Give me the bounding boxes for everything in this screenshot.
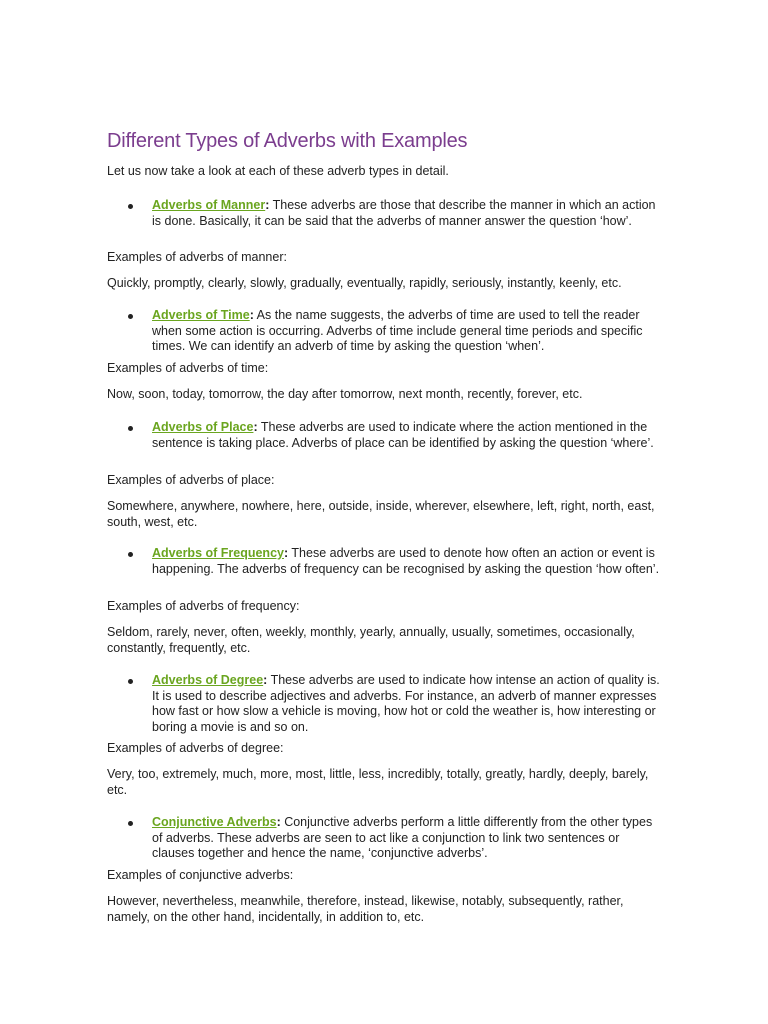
examples-text: Seldom, rarely, never, often, weekly, monthly, yearly, annually, usually, sometimes, occasionally, constantly, frequently, etc. xyxy=(107,625,635,655)
bullet-text xyxy=(152,815,662,862)
term-colon: : xyxy=(249,308,254,322)
examples-label: Examples of adverbs of time: xyxy=(107,361,269,375)
examples-text: Now, soon, today, tomorrow, the day after tomorrow, next month, recently, forever, etc. xyxy=(107,387,583,401)
term-link[interactable]: Adverbs of Frequency xyxy=(152,546,284,560)
page-title: Different Types of Adverbs with Examples xyxy=(107,130,468,152)
bullet-text xyxy=(152,308,662,355)
term-link[interactable]: Adverbs of Place xyxy=(152,420,254,434)
term-colon: : xyxy=(253,420,258,434)
bullet-text xyxy=(152,673,662,735)
bullet-icon xyxy=(128,204,133,209)
examples-label: Examples of adverbs of place: xyxy=(107,473,275,487)
term-link[interactable]: Adverbs of Degree xyxy=(152,673,264,687)
term-link[interactable]: Conjunctive Adverbs xyxy=(152,815,277,829)
term-description: These adverbs are used to indicate where the action mentioned in the sentence is taking place. Adverbs of place can be identified by asking the question ‘where’. xyxy=(152,420,654,450)
term-colon: : xyxy=(276,815,281,829)
bullet-icon xyxy=(128,426,133,431)
examples-text: Very, too, extremely, much, more, most, little, less, incredibly, totally, greatly, hardly, deeply, barely, etc. xyxy=(107,767,649,797)
bullet-icon xyxy=(128,679,133,684)
term-link[interactable]: Adverbs of Manner xyxy=(152,198,266,212)
term-description: These adverbs are used to indicate how intense an action of quality is. It is used to describe adjectives and adverbs. For instance, an adverb of manner expresses how fast or how slow a vehicle is moving, how hot or cold the weather is, how interesting or boring a movie is and so on. xyxy=(152,673,660,734)
term-colon: : xyxy=(263,673,268,687)
term-colon: : xyxy=(283,546,289,560)
term-description: Conjunctive adverbs perform a little differently from the other types of adverbs. These adverbs are seen to act like a conjunction to link two sentences or clauses together and hence the name, ‘conjunctive adverbs’. xyxy=(152,815,653,860)
bullet-text xyxy=(152,420,662,451)
examples-label: Examples of adverbs of manner: xyxy=(107,250,287,264)
bullet-icon xyxy=(128,314,133,319)
examples-label: Examples of adverbs of degree: xyxy=(107,741,284,755)
term-description: These adverbs are used to denote how often an action or event is happening. The adverbs of frequency can be recognised by asking the question ‘how often’. xyxy=(152,546,660,576)
bullet-text xyxy=(152,546,662,577)
examples-text: However, nevertheless, meanwhile, therefore, instead, likewise, notably, subsequently, rather, namely, on the other hand, incidentally, in addition to, etc. xyxy=(107,894,624,924)
bullet-icon xyxy=(128,552,133,557)
term-description: As the name suggests, the adverbs of time are used to tell the reader when some action is occurring. Adverbs of time include general time periods and specific times. We can identify an adverb of time by asking the question ‘when’. xyxy=(152,308,643,353)
examples-text: Quickly, promptly, clearly, slowly, gradually, eventually, rapidly, seriously, instantly, keenly, etc. xyxy=(107,276,622,290)
bullet-text xyxy=(152,198,662,229)
bullet-icon xyxy=(128,821,133,826)
examples-label: Examples of adverbs of frequency: xyxy=(107,599,300,613)
examples-text: Somewhere, anywhere, nowhere, here, outside, inside, wherever, elsewhere, left, right, north, east, south, west, etc. xyxy=(107,499,655,529)
term-colon: : xyxy=(265,198,270,212)
examples-label: Examples of conjunctive adverbs: xyxy=(107,868,294,882)
intro-paragraph: Let us now take a look at each of these adverb types in detail. xyxy=(107,164,449,178)
term-link[interactable]: Adverbs of Time xyxy=(152,308,250,322)
term-description: These adverbs are those that describe the manner in which an action is done. Basically, it can be said that the adverbs of manner answer the question ‘how’. xyxy=(152,198,656,228)
